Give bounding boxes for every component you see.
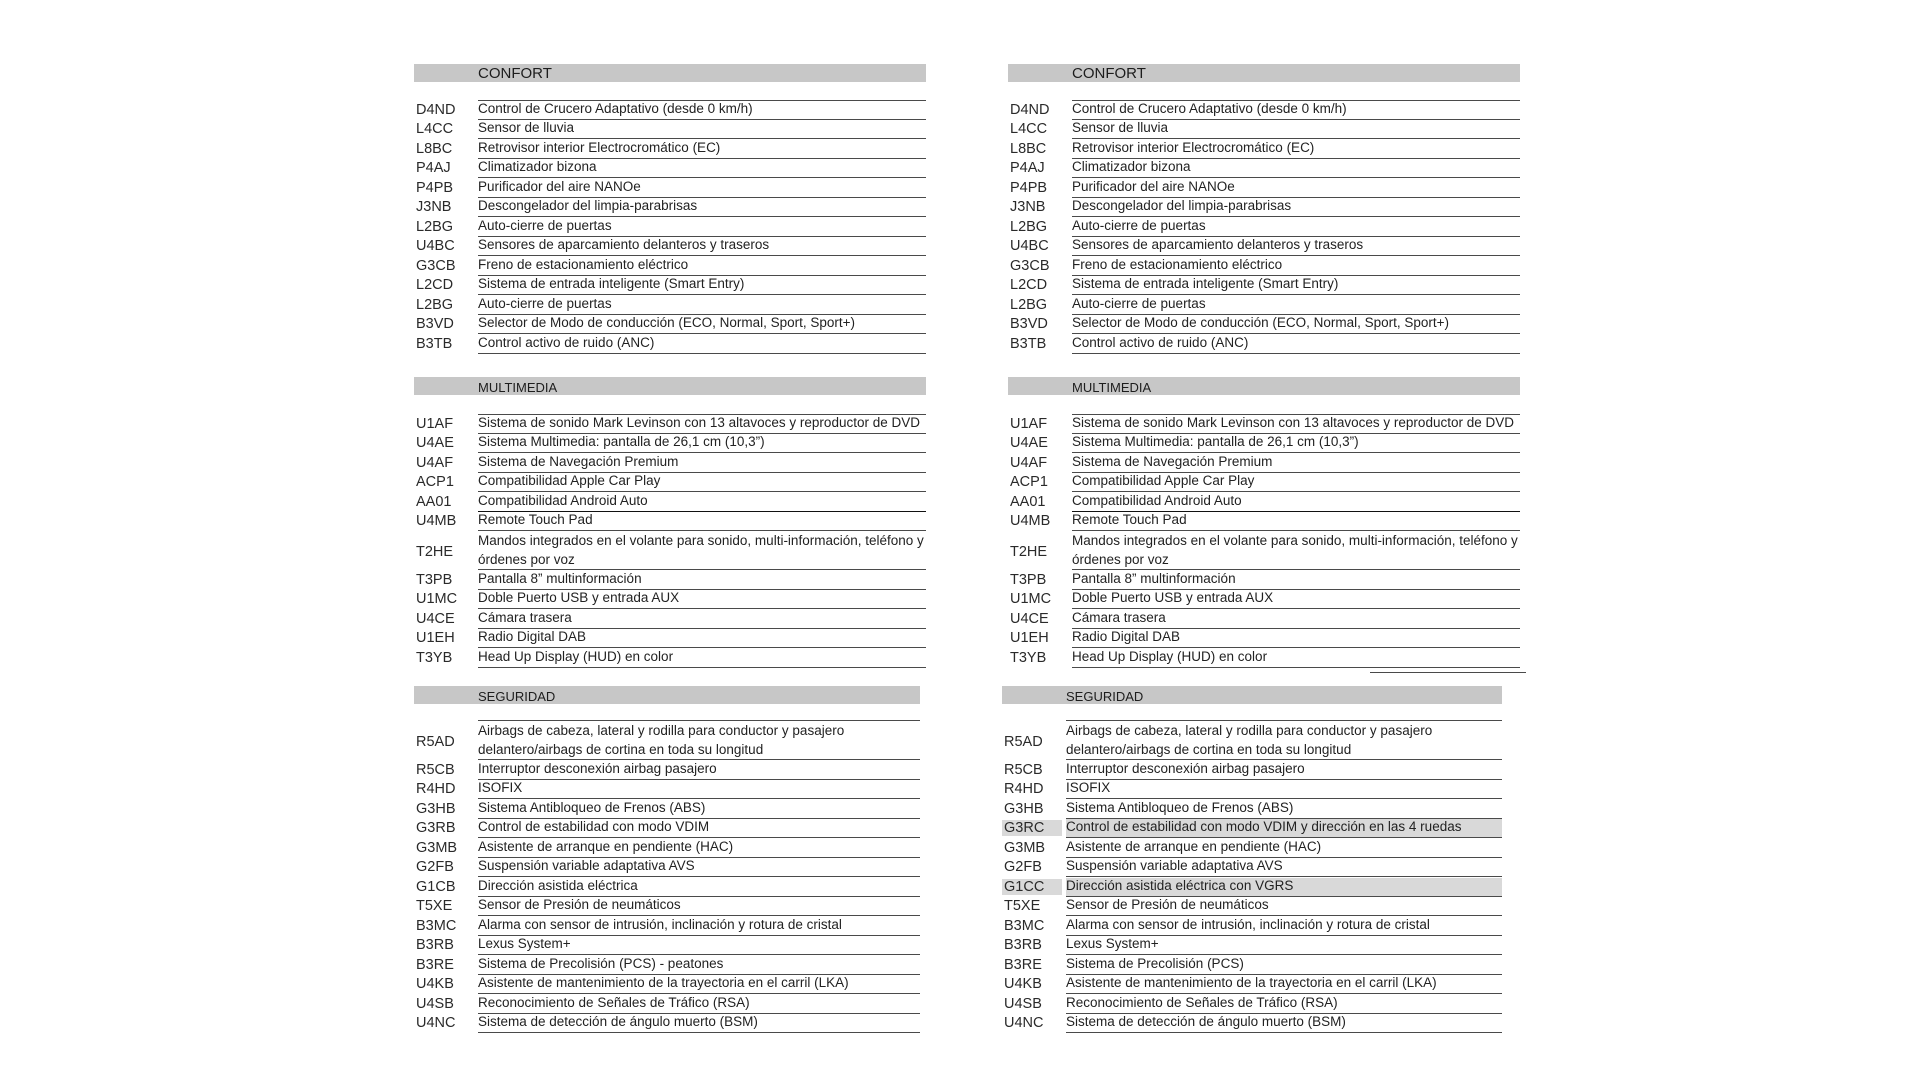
spec-row: [414, 198, 926, 218]
option-description: ISOFIX: [1066, 780, 1502, 799]
spec-row: [1008, 315, 1520, 335]
option-code: U4KB: [416, 976, 454, 992]
spec-row: [414, 877, 920, 897]
spec-row: [414, 512, 926, 532]
option-code: U4NC: [1004, 1015, 1044, 1031]
option-code: T5XE: [1004, 898, 1041, 914]
option-description: Sensor de Presión de neumáticos: [1066, 897, 1502, 916]
option-description: Control activo de ruido (ANC): [1072, 335, 1520, 354]
spec-row: [1008, 178, 1520, 198]
option-description: Sensores de aparcamiento delanteros y traseros: [1072, 237, 1520, 256]
spec-row: [1002, 858, 1502, 878]
option-code: AA01: [1010, 493, 1046, 510]
spec-row: [414, 492, 926, 512]
spec-row: [414, 838, 920, 858]
section-title: MULTIMEDIA: [478, 380, 558, 395]
confort-section: [414, 64, 926, 352]
option-description: Freno de estacionamiento eléctrico: [1072, 257, 1520, 276]
option-code: R5CB: [416, 761, 455, 778]
option-code: B3VD: [1010, 316, 1048, 332]
option-code: L2CD: [1010, 277, 1048, 293]
option-description: Control de Crucero Adaptativo (desde 0 km/h): [1072, 100, 1520, 120]
spec-row: [1008, 473, 1520, 493]
option-description: Selector de Modo de conducción (ECO, Normal, Sport, Sport+): [1072, 315, 1520, 334]
option-code: U4BC: [416, 238, 455, 254]
option-code: U1EH: [1010, 630, 1049, 646]
option-code: G3CB: [1010, 257, 1050, 274]
spec-row: [414, 609, 926, 629]
option-description: Sistema Multimedia: pantalla de 26,1 cm (10,3”): [1072, 434, 1520, 453]
spec-list: [414, 414, 926, 668]
option-code: G3CB: [416, 257, 456, 274]
option-description: Lexus System+: [478, 936, 920, 955]
spec-row: [414, 955, 920, 975]
option-description: Pantalla 8” multinformación: [1072, 571, 1520, 590]
option-description: Suspensión variable adaptativa AVS: [1066, 858, 1502, 877]
option-code: L2CD: [416, 277, 454, 293]
option-code: U1MC: [416, 591, 458, 607]
option-description: Doble Puerto USB y entrada AUX: [478, 590, 926, 609]
option-code: T3YB: [1010, 649, 1047, 666]
option-code: G3RB: [416, 820, 456, 836]
spec-row: [414, 100, 926, 120]
option-code: G1CB: [416, 878, 456, 895]
option-description: Cámara trasera: [1072, 610, 1520, 629]
option-description: Sistema de Navegación Premium: [478, 454, 926, 473]
section-title: CONFORT: [478, 65, 552, 82]
option-description: Descongelador del limpia-parabrisas: [478, 198, 926, 217]
option-code: U4CE: [1010, 610, 1049, 627]
option-code: U4NC: [416, 1015, 456, 1031]
option-code: R5AD: [416, 734, 455, 750]
spec-row: [1008, 237, 1520, 257]
option-code: G2FB: [1004, 859, 1042, 875]
option-code: U1MC: [1010, 591, 1052, 607]
option-description: Airbags de cabeza, lateral y rodilla para conductor y pasajero delantero/airbags de cortina en toda su longitud: [478, 720, 920, 760]
option-code: AA01: [416, 493, 452, 510]
option-code: B3RE: [1004, 956, 1042, 973]
option-description: Reconocimiento de Señales de Tráfico (RSA): [1066, 995, 1502, 1014]
option-description: ISOFIX: [478, 780, 920, 799]
option-description: Head Up Display (HUD) en color: [478, 649, 926, 668]
spec-row: [1002, 916, 1502, 936]
option-code: D4ND: [416, 101, 456, 118]
option-code: L2BG: [1010, 296, 1048, 313]
spec-row: [1008, 629, 1520, 649]
option-description: Auto-cierre de puertas: [478, 218, 926, 237]
option-code: G3MB: [1004, 839, 1046, 856]
seguridad-section: [1002, 686, 1502, 1031]
spec-row: [414, 648, 926, 668]
option-code: ACP1: [1010, 474, 1048, 490]
option-code: U1AF: [1010, 415, 1048, 432]
spec-row: [1008, 590, 1520, 610]
option-description: Sensor de lluvia: [1072, 120, 1520, 139]
option-description: Mandos integrados en el volante para sonido, multi-información, teléfono y órdenes por voz: [478, 531, 926, 570]
option-code: U4KB: [1004, 976, 1042, 992]
option-description: Compatibilidad Android Auto: [1072, 493, 1520, 512]
option-description: Suspensión variable adaptativa AVS: [478, 858, 920, 877]
spec-row: [1002, 760, 1502, 780]
option-code: U1EH: [416, 630, 455, 646]
spec-row: [1002, 780, 1502, 800]
section-header: [1002, 686, 1502, 704]
option-code: B3RB: [1004, 937, 1042, 953]
spec-row: [1008, 648, 1520, 668]
option-code: B3TB: [416, 335, 453, 352]
option-description: Control de Crucero Adaptativo (desde 0 km/h): [478, 100, 926, 120]
option-code: B3MC: [416, 917, 457, 934]
option-code: T3YB: [416, 649, 453, 666]
option-description: Sistema Antibloqueo de Frenos (ABS): [1066, 800, 1502, 819]
section-header: [414, 64, 926, 82]
option-description: Sistema de sonido Mark Levinson con 13 altavoces y reproductor de DVD: [478, 414, 926, 434]
option-description: Sistema de entrada inteligente (Smart Entry): [1072, 276, 1520, 295]
spec-row: [414, 819, 920, 839]
option-description: Lexus System+: [1066, 936, 1502, 955]
spec-row: [414, 473, 926, 493]
option-description: Mandos integrados en el volante para sonido, multi-información, teléfono y órdenes por voz: [1072, 531, 1520, 570]
spec-row: [1008, 198, 1520, 218]
spec-row: [414, 799, 920, 819]
option-description: Auto-cierre de puertas: [1072, 218, 1520, 237]
option-description: Head Up Display (HUD) en color: [1072, 649, 1520, 668]
option-code: L2BG: [1010, 218, 1048, 235]
option-code: R5CB: [1004, 761, 1043, 778]
spec-list: [1002, 721, 1502, 1033]
option-description: Auto-cierre de puertas: [1072, 296, 1520, 315]
section-title: CONFORT: [1072, 65, 1146, 82]
spec-row: [414, 531, 926, 570]
option-description: Sistema de Precolisión (PCS) - peatones: [478, 956, 920, 975]
spec-row: [1008, 453, 1520, 473]
option-code: L2BG: [416, 296, 454, 313]
option-code: R5AD: [1004, 734, 1043, 750]
option-description: Sistema de detección de ángulo muerto (BSM): [478, 1014, 920, 1033]
spec-row: [414, 936, 920, 956]
spec-row: [414, 570, 926, 590]
option-description: Climatizador bizona: [478, 159, 926, 178]
option-description: Remote Touch Pad: [478, 512, 926, 531]
spec-row: [414, 414, 926, 434]
spec-row: [1008, 414, 1520, 434]
spec-row: [414, 590, 926, 610]
option-description: Dirección asistida eléctrica con VGRS: [1066, 878, 1502, 897]
spec-row: [1002, 721, 1502, 760]
option-description: Control de estabilidad con modo VDIM: [478, 819, 920, 838]
stray-divider-line: [1370, 672, 1526, 673]
spec-row: [1008, 492, 1520, 512]
option-description: Doble Puerto USB y entrada AUX: [1072, 590, 1520, 609]
spec-row: [1002, 975, 1502, 995]
option-code: J3NB: [416, 199, 452, 215]
section-header: [414, 686, 920, 704]
spec-row: [1002, 838, 1502, 858]
option-description: Control activo de ruido (ANC): [478, 335, 926, 354]
option-code: G3MB: [416, 839, 458, 856]
option-description: Alarma con sensor de intrusión, inclinación y rotura de cristal: [478, 917, 920, 936]
spec-row: [1002, 994, 1502, 1014]
option-code: G1CC: [1002, 879, 1062, 895]
spec-row: [1008, 139, 1520, 159]
option-code: B3RB: [416, 937, 454, 953]
option-code: L4CC: [1010, 121, 1048, 137]
spec-row: [1008, 334, 1520, 354]
option-description: Sensor de Presión de neumáticos: [478, 897, 920, 916]
option-code: U4MB: [1010, 513, 1051, 529]
option-description: Sistema de entrada inteligente (Smart Entry): [478, 276, 926, 295]
spec-row: [414, 434, 926, 454]
option-code: B3MC: [1004, 917, 1045, 934]
option-description: Remote Touch Pad: [1072, 512, 1520, 531]
spec-row: [414, 629, 926, 649]
option-description: Purificador del aire NANOe: [478, 179, 926, 198]
option-code: ACP1: [416, 474, 454, 490]
spec-row: [414, 897, 920, 917]
section-title: SEGURIDAD: [478, 689, 556, 704]
spec-row: [1002, 1014, 1502, 1034]
option-code: R4HD: [1004, 781, 1044, 797]
option-code: B3TB: [1010, 335, 1047, 352]
option-code: U4AE: [1010, 435, 1048, 451]
option-description: Climatizador bizona: [1072, 159, 1520, 178]
spec-row: [1008, 256, 1520, 276]
option-code: L8BC: [1010, 140, 1047, 157]
option-code: B3RE: [416, 956, 454, 973]
option-description: Purificador del aire NANOe: [1072, 179, 1520, 198]
option-description: Airbags de cabeza, lateral y rodilla para conductor y pasajero delantero/airbags de cortina en toda su longitud: [1066, 720, 1502, 760]
spec-row: [1008, 217, 1520, 237]
option-description: Descongelador del limpia-parabrisas: [1072, 198, 1520, 217]
spec-row: [414, 295, 926, 315]
option-code: L8BC: [416, 140, 453, 157]
option-description: Interruptor desconexión airbag pasajero: [478, 761, 920, 780]
option-code: T3PB: [1010, 571, 1047, 588]
option-code: T2HE: [1010, 544, 1048, 560]
option-code: G2FB: [416, 859, 454, 875]
option-code: U4AF: [416, 454, 454, 471]
spec-row: [414, 217, 926, 237]
confort-section: [1008, 64, 1520, 352]
spec-row: [1008, 531, 1520, 570]
spec-row: [1002, 799, 1502, 819]
option-description: Sistema de Precolisión (PCS): [1066, 956, 1502, 975]
option-description: Selector de Modo de conducción (ECO, Normal, Sport, Sport+): [478, 315, 926, 334]
spec-row: [414, 237, 926, 257]
spec-row: [414, 159, 926, 179]
spec-row: [1002, 819, 1502, 839]
spec-row: [1002, 897, 1502, 917]
spec-row: [1008, 159, 1520, 179]
option-code: P4PB: [1010, 179, 1048, 196]
option-description: Sensores de aparcamiento delanteros y traseros: [478, 237, 926, 256]
option-description: Sensor de lluvia: [478, 120, 926, 139]
spec-row: [414, 139, 926, 159]
option-description: Control de estabilidad con modo VDIM y dirección en las 4 ruedas: [1066, 819, 1502, 838]
spec-row: [414, 1014, 920, 1034]
option-description: Alarma con sensor de intrusión, inclinación y rotura de cristal: [1066, 917, 1502, 936]
multimedia-section: [414, 377, 926, 666]
option-description: Compatibilidad Android Auto: [478, 493, 926, 512]
option-description: Sistema de Navegación Premium: [1072, 454, 1520, 473]
multimedia-section: [1008, 377, 1520, 666]
option-code: U4AE: [416, 435, 454, 451]
section-header: [1008, 377, 1520, 395]
option-code: G3HB: [1004, 800, 1044, 817]
option-code: U4SB: [416, 995, 454, 1012]
spec-row: [1008, 100, 1520, 120]
option-code: T3PB: [416, 571, 453, 588]
spec-row: [414, 315, 926, 335]
spec-row: [414, 760, 920, 780]
option-description: Retrovisor interior Electrocromático (EC): [478, 140, 926, 159]
spec-row: [414, 916, 920, 936]
option-code: P4AJ: [1010, 160, 1045, 176]
option-code: T5XE: [416, 898, 453, 914]
spec-row: [414, 256, 926, 276]
spec-row: [414, 721, 920, 760]
spec-row: [1008, 609, 1520, 629]
option-code: T2HE: [416, 544, 454, 560]
section-header: [414, 377, 926, 395]
section-title: SEGURIDAD: [1066, 689, 1144, 704]
option-code: U4BC: [1010, 238, 1049, 254]
spec-row: [1008, 276, 1520, 296]
section-title: MULTIMEDIA: [1072, 380, 1152, 395]
option-description: Sistema Multimedia: pantalla de 26,1 cm (10,3”): [478, 434, 926, 453]
option-code: L2BG: [416, 218, 454, 235]
option-description: Freno de estacionamiento eléctrico: [478, 257, 926, 276]
option-description: Dirección asistida eléctrica: [478, 878, 920, 897]
option-code: J3NB: [1010, 199, 1046, 215]
spec-row: [1002, 877, 1502, 897]
spec-row: [414, 994, 920, 1014]
option-code: U4AF: [1010, 454, 1048, 471]
spec-row: [414, 178, 926, 198]
option-description: Asistente de mantenimiento de la trayectoria en el carril (LKA): [1066, 975, 1502, 994]
spec-row: [414, 120, 926, 140]
option-code: P4AJ: [416, 160, 451, 176]
spec-row: [414, 975, 920, 995]
option-code: R4HD: [416, 781, 456, 797]
option-description: Auto-cierre de puertas: [478, 296, 926, 315]
spec-list: [414, 100, 926, 354]
option-code: G3RC: [1002, 820, 1062, 836]
spec-row: [1008, 512, 1520, 532]
option-description: Pantalla 8” multinformación: [478, 571, 926, 590]
option-description: Retrovisor interior Electrocromático (EC): [1072, 140, 1520, 159]
spec-row: [1002, 955, 1502, 975]
section-header: [1008, 64, 1520, 82]
spec-list: [1008, 100, 1520, 354]
option-description: Reconocimiento de Señales de Tráfico (RSA): [478, 995, 920, 1014]
option-description: Compatibilidad Apple Car Play: [1072, 473, 1520, 492]
option-description: Compatibilidad Apple Car Play: [478, 473, 926, 492]
option-code: U4SB: [1004, 995, 1042, 1012]
spec-row: [414, 453, 926, 473]
option-code: L4CC: [416, 121, 454, 137]
spec-row: [414, 334, 926, 354]
option-code: P4PB: [416, 179, 454, 196]
spec-row: [1002, 936, 1502, 956]
option-description: Asistente de mantenimiento de la trayectoria en el carril (LKA): [478, 975, 920, 994]
option-description: Asistente de arranque en pendiente (HAC): [1066, 839, 1502, 858]
option-description: Sistema de detección de ángulo muerto (BSM): [1066, 1014, 1502, 1033]
seguridad-section: [414, 686, 920, 1031]
spec-list: [414, 721, 920, 1033]
option-code: U4MB: [416, 513, 457, 529]
option-code: G3HB: [416, 800, 456, 817]
option-description: Sistema Antibloqueo de Frenos (ABS): [478, 800, 920, 819]
spec-row: [1008, 570, 1520, 590]
option-code: U4CE: [416, 610, 455, 627]
spec-row: [1008, 120, 1520, 140]
spec-row: [414, 276, 926, 296]
option-code: D4ND: [1010, 101, 1050, 118]
spec-row: [414, 858, 920, 878]
option-description: Radio Digital DAB: [478, 629, 926, 648]
option-description: Asistente de arranque en pendiente (HAC): [478, 839, 920, 858]
option-description: Cámara trasera: [478, 610, 926, 629]
option-code: B3VD: [416, 316, 454, 332]
option-description: Interruptor desconexión airbag pasajero: [1066, 761, 1502, 780]
option-description: Radio Digital DAB: [1072, 629, 1520, 648]
option-description: Sistema de sonido Mark Levinson con 13 altavoces y reproductor de DVD: [1072, 414, 1520, 434]
spec-row: [1008, 295, 1520, 315]
spec-list: [1008, 414, 1520, 668]
spec-row: [1008, 434, 1520, 454]
spec-row: [414, 780, 920, 800]
option-code: U1AF: [416, 415, 454, 432]
